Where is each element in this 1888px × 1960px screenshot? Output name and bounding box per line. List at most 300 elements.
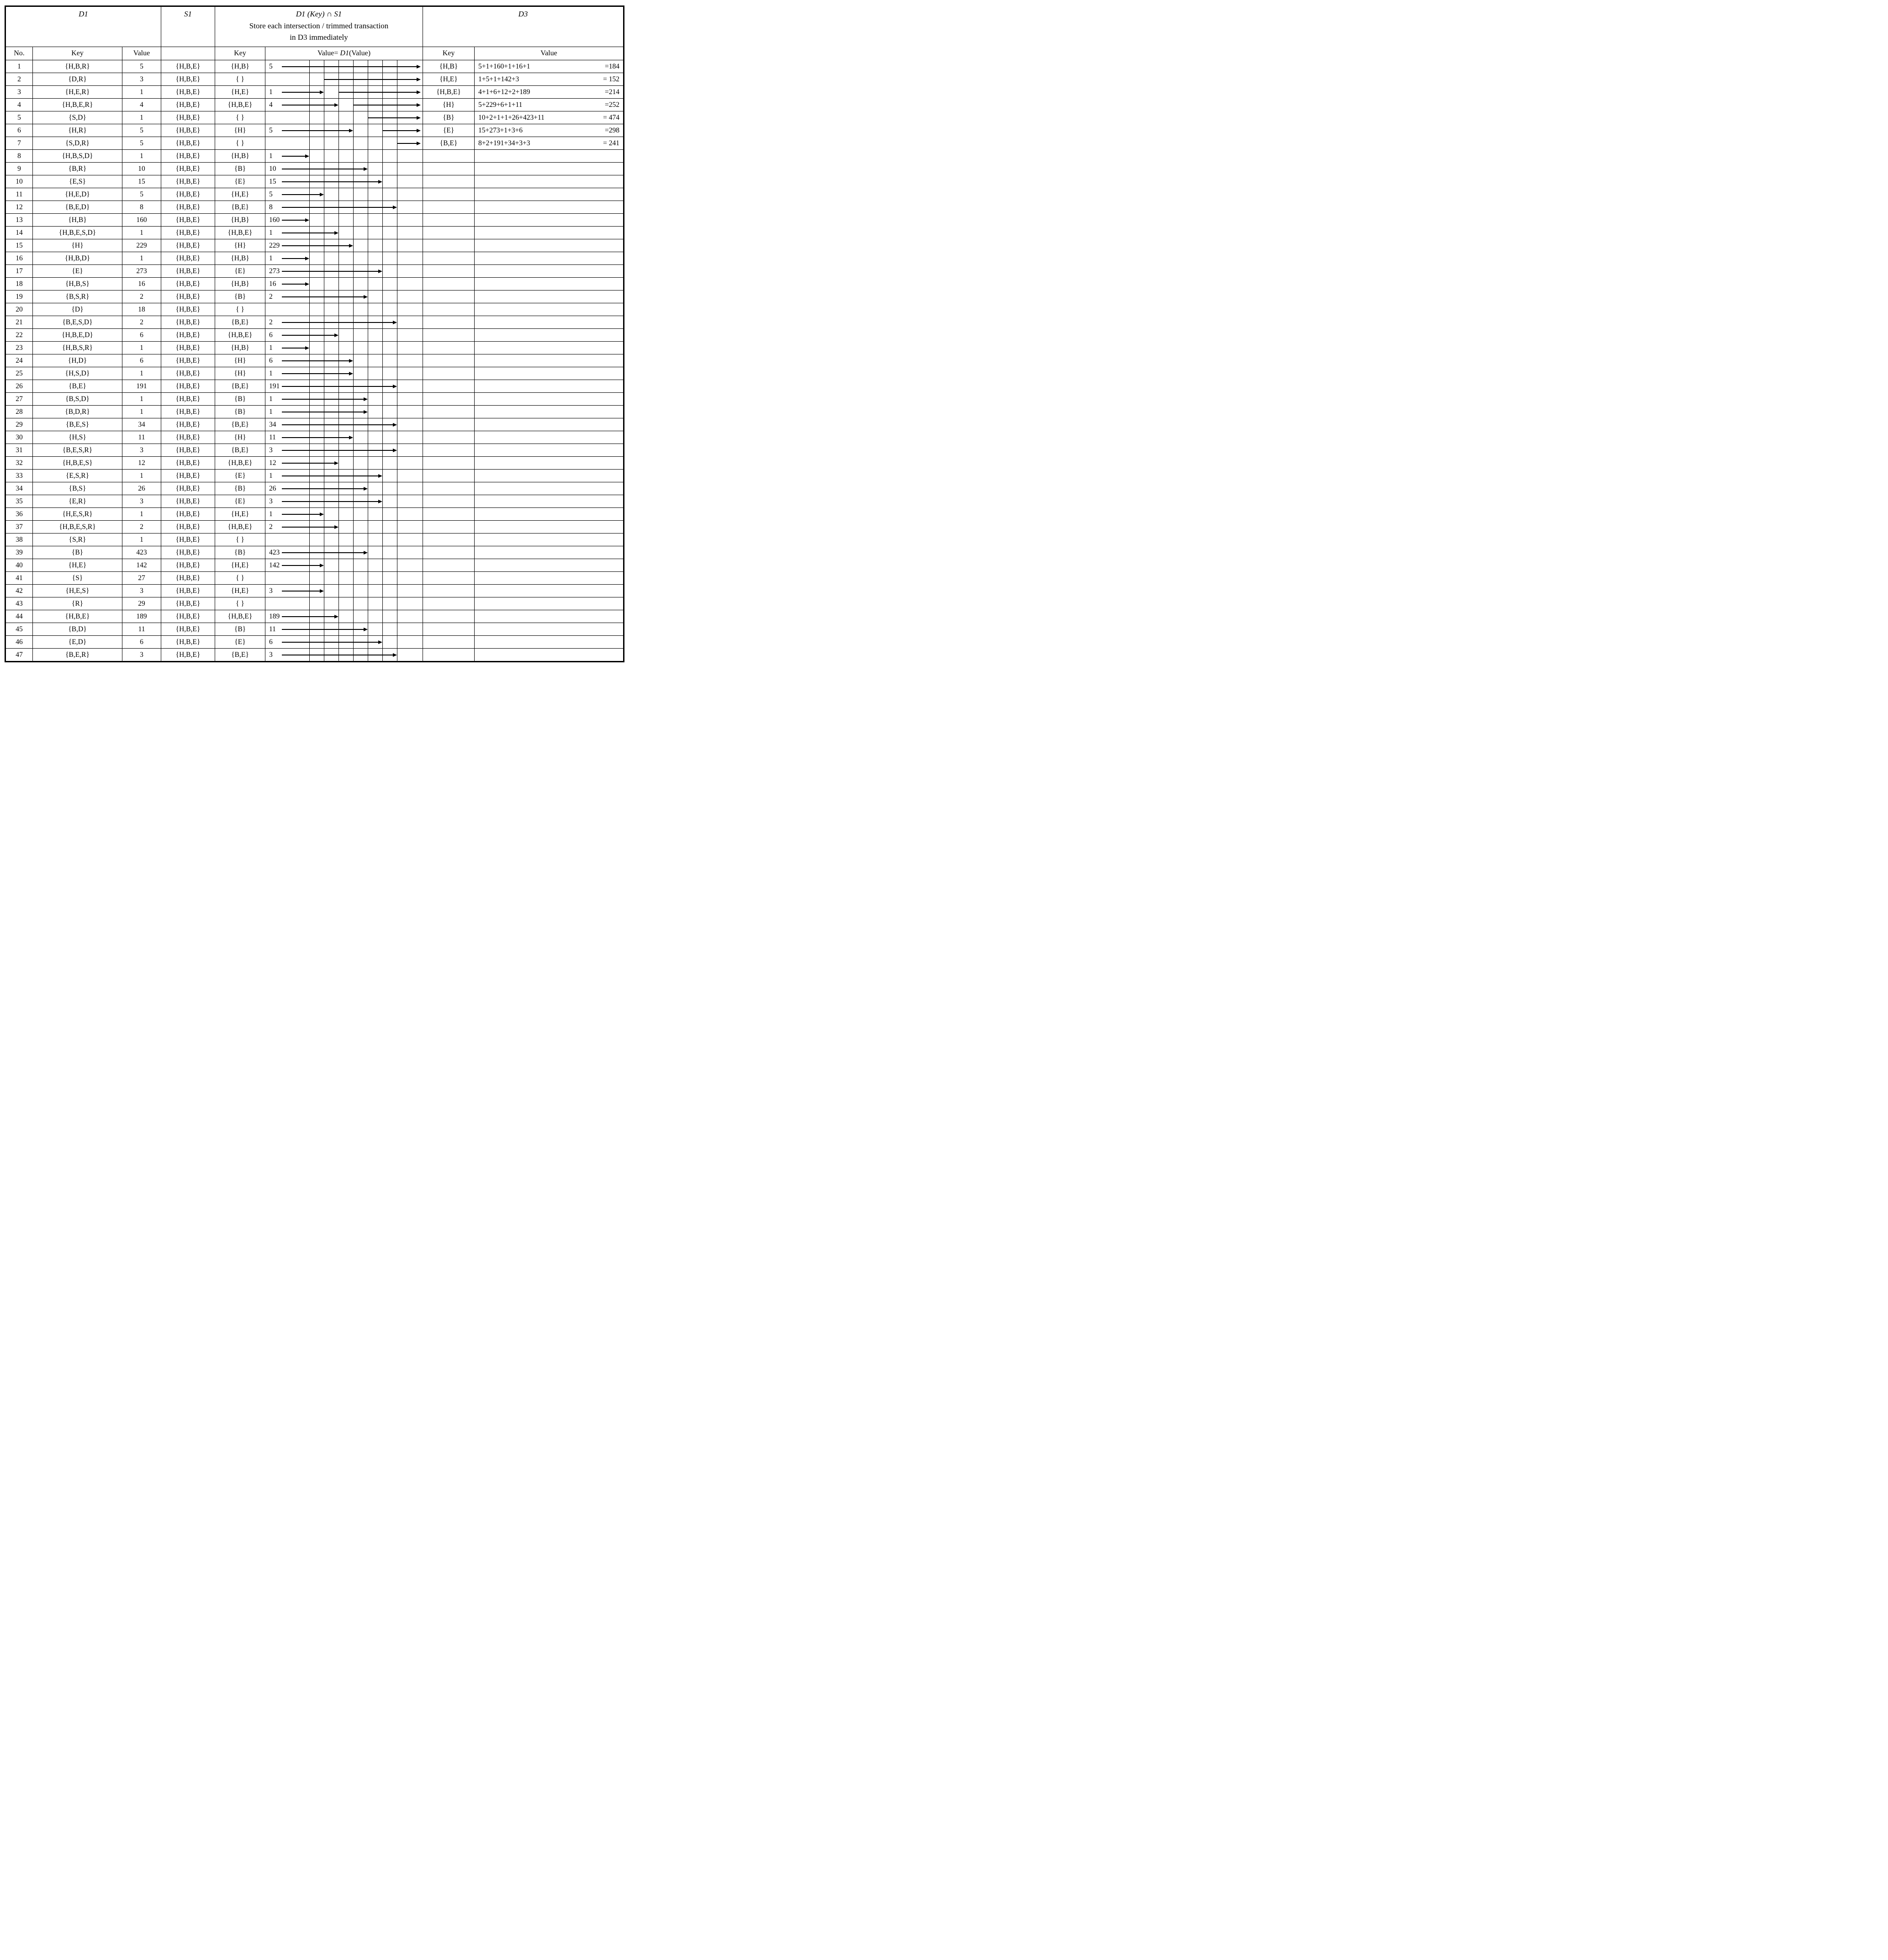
intersection-value-cell [265,585,423,597]
arrow-head-icon [349,129,353,132]
d1-value: 34 [122,418,161,431]
lane-area [265,291,423,303]
row-number: 10 [5,175,33,188]
arrow-line [282,322,394,323]
arrow-line [282,66,418,67]
lane-line [353,457,354,469]
d3-value [475,546,624,559]
lane-line [353,137,354,149]
s1-set: {H,B,E} [161,60,215,73]
intersection-value-cell [265,111,423,124]
lane-line [309,111,310,124]
intersection-key: {B} [215,163,265,175]
d1-value: 11 [122,431,161,444]
d3-value [475,278,624,291]
intersection-value: 8 [269,203,273,211]
d3-value [475,214,624,227]
intersection-title: D1 (Key) ∩ S1 [296,10,342,18]
d3-value [475,73,624,86]
intersection-key: { } [215,597,265,610]
arrow-head-icon [378,474,382,478]
row-number: 37 [5,521,33,534]
intersection-key: {B} [215,291,265,303]
d1-key: {E,R} [33,495,122,508]
d3-key [423,239,475,252]
d3-key [423,329,475,342]
d1-key: {B,E,S,R} [33,444,122,457]
d1-value: 3 [122,73,161,86]
intersection-value-cell [265,239,423,252]
d3-sum [478,75,619,84]
lane-area [265,546,423,559]
row-number: 17 [5,265,33,278]
table-row [5,150,624,163]
arrow-head-icon [320,193,324,196]
intersection-value-cell [265,521,423,534]
lane-area [265,73,423,85]
lane-line [353,572,354,584]
s1-set: {H,B,E} [161,393,215,406]
d1-key: {S,D} [33,111,122,124]
intersection-value-cell [265,201,423,214]
d1-value: 1 [122,111,161,124]
d3-value [475,137,624,150]
arrow-line [282,488,365,489]
d1-value: 26 [122,482,161,495]
lane-area [265,303,423,316]
s1-set: {H,B,E} [161,636,215,649]
lane-line [338,137,339,149]
lane-line [382,239,383,252]
row-number: 13 [5,214,33,227]
lane-area [265,431,423,444]
lane-line [382,482,383,495]
table-row [5,175,624,188]
lane-line [353,342,354,354]
d3-value [475,86,624,99]
s1-set: {H,B,E} [161,239,215,252]
table-row [5,457,624,470]
d3-key [423,393,475,406]
s1-set: {H,B,E} [161,214,215,227]
d1-key: {E,S} [33,175,122,188]
table-row [5,418,624,431]
lane-area [265,214,423,226]
col-header-d3-value: Value [475,47,624,60]
intersection-section-header [215,6,423,47]
arrow-head-icon [393,206,397,209]
intersection-value: 5 [269,62,273,70]
intersection-value: 1 [269,407,273,416]
arrow-line [282,373,350,374]
arrow-line [353,105,418,106]
lane-line [382,175,383,188]
intersection-value: 6 [269,356,273,365]
table-row [5,444,624,457]
d1-key: {H,E,S,R} [33,508,122,521]
lane-line [353,610,354,623]
table-row [5,585,624,597]
d1-key: {E} [33,265,122,278]
d3-total: = 241 [603,139,620,147]
lane-area [265,470,423,482]
d1-value: 1 [122,367,161,380]
d3-value [475,431,624,444]
arrow-head-icon [417,142,421,145]
intersection-value: 5 [269,190,273,198]
intersection-value-cell [265,86,423,99]
lane-line [382,265,383,277]
lane-line [338,214,339,226]
lane-area [265,86,423,98]
d3-key [423,585,475,597]
ivalue-header-d1: D1 [340,49,349,57]
table-row [5,354,624,367]
d1-key: {H,B,E,S,D} [33,227,122,239]
lane-line [353,124,354,137]
intersection-value-cell [265,291,423,303]
d1-value: 3 [122,495,161,508]
arrow-line [282,475,379,476]
intersection-value: 1 [269,395,273,403]
d3-value [475,406,624,418]
row-number: 35 [5,495,33,508]
lane-line [338,585,339,597]
intersection-value-cell [265,354,423,367]
d3-total: = 474 [603,113,620,122]
lane-line [338,252,339,264]
lane-line [382,559,383,571]
d3-key [423,597,475,610]
d3-key [423,278,475,291]
arrow-head-icon [417,90,421,94]
d3-value [475,418,624,431]
d3-value [475,623,624,636]
intersection-value: 191 [269,382,280,390]
intersection-value-cell [265,482,423,495]
intersection-value: 189 [269,612,280,620]
lane-area [265,227,423,239]
table-row [5,546,624,559]
lane-line [353,521,354,533]
lane-line [382,342,383,354]
intersection-value: 2 [269,523,273,531]
d3-value [475,597,624,610]
intersection-value: 15 [269,177,276,185]
lane-area [265,111,423,124]
arrow-head-icon [378,180,382,184]
lane-line [382,291,383,303]
row-number: 26 [5,380,33,393]
d1-key: {H,B,E,S} [33,457,122,470]
d1-value: 2 [122,521,161,534]
d3-value [475,291,624,303]
d1-key: {H,B,D} [33,252,122,265]
lane-line [353,239,354,252]
row-number: 24 [5,354,33,367]
d1-value: 3 [122,444,161,457]
lane-area [265,137,423,149]
arrow-head-icon [334,461,338,465]
lane-area [265,444,423,456]
d3-value [475,252,624,265]
intersection-key: { } [215,303,265,316]
d3-value [475,508,624,521]
arrow-head-icon [334,615,338,618]
table-row [5,137,624,150]
table-row [5,495,624,508]
s1-set: {H,B,E} [161,367,215,380]
d1-value: 27 [122,572,161,585]
table-row [5,636,624,649]
intersection-value: 160 [269,216,280,224]
arrow-line [324,79,418,80]
arrow-head-icon [305,346,309,350]
lane-line [338,457,339,469]
lane-area [265,278,423,290]
s1-set: {H,B,E} [161,354,215,367]
arrow-line [282,207,394,208]
intersection-value-cell [265,610,423,623]
col-header-d1-key: Key [33,47,122,60]
d3-value [475,265,624,278]
intersection-value-cell [265,546,423,559]
arrow-head-icon [364,295,368,299]
intersection-key: {B} [215,406,265,418]
arrow-head-icon [305,257,309,260]
col-header-intersection-key: Key [215,47,265,60]
d1-key: {S,R} [33,534,122,546]
d3-value [475,470,624,482]
intersection-value-cell [265,124,423,137]
intersection-key: {H,B,E} [215,329,265,342]
arrow-head-icon [417,103,421,107]
table-row [5,163,624,175]
d1-key: {S} [33,572,122,585]
intersection-value-cell [265,163,423,175]
d1-value: 11 [122,623,161,636]
d3-value [475,559,624,572]
arrow-head-icon [364,167,368,171]
d1-key: {B,E,S,D} [33,316,122,329]
intersection-key: {B,E} [215,444,265,457]
d1-value: 1 [122,86,161,99]
d1-section-header: D1 [5,6,161,47]
arrow-line [282,591,321,592]
d1-value: 1 [122,252,161,265]
arrow-head-icon [378,640,382,644]
arrow-head-icon [349,372,353,375]
d1-value: 1 [122,227,161,239]
intersection-key: {H,E} [215,86,265,99]
row-number: 32 [5,457,33,470]
lane-line [382,188,383,201]
s1-set: {H,B,E} [161,572,215,585]
lane-area [265,163,423,175]
lane-line [382,406,383,418]
d1-key: {H,R} [33,124,122,137]
lane-area [265,418,423,431]
col-header-d3-key: Key [423,47,475,60]
intersection-key: {B} [215,623,265,636]
table-row [5,393,624,406]
arrow-head-icon [378,500,382,503]
lane-line [382,585,383,597]
d1-key: {H,E,R} [33,86,122,99]
col-header-s1-empty [161,47,215,60]
intersection-key: { } [215,73,265,86]
d3-key [423,457,475,470]
intersection-key: {H,B,E} [215,457,265,470]
intersection-value: 2 [269,292,273,301]
intersection-value-cell [265,188,423,201]
intersection-value: 1 [269,88,273,96]
lane-area [265,329,423,341]
d1-key: {D} [33,303,122,316]
d3-key [423,444,475,457]
arrow-line [282,284,306,285]
d1-value: 2 [122,291,161,303]
lane-line [309,303,310,316]
intersection-key: {H,B} [215,278,265,291]
intersection-value: 423 [269,548,280,556]
d3-value [475,380,624,393]
d1-key: {H,S,D} [33,367,122,380]
d3-sum-expression: 5+1+160+1+16+1 [478,62,530,70]
table-row [5,278,624,291]
lane-line [338,278,339,290]
arrow-head-icon [364,551,368,555]
d3-key: {H,E} [423,73,475,86]
row-number: 29 [5,418,33,431]
d3-value [475,534,624,546]
lane-line [338,572,339,584]
table-row [5,367,624,380]
arrow-head-icon [393,653,397,657]
d1-key: {H,B,E} [33,610,122,623]
lane-line [382,163,383,175]
lane-line [309,214,310,226]
lane-line [338,150,339,162]
lane-line [338,303,339,316]
arrow-line [282,514,321,515]
row-number: 31 [5,444,33,457]
intersection-value-cell [265,329,423,342]
d3-key [423,265,475,278]
arrow-line [282,437,350,438]
row-number: 3 [5,86,33,99]
d3-section-header: D3 [423,6,624,47]
row-number: 34 [5,482,33,495]
lane-area [265,597,423,610]
d1-key: {B} [33,546,122,559]
lane-line [382,329,383,341]
arrow-line [282,181,379,182]
intersection-value: 2 [269,318,273,326]
d3-sum [478,88,619,96]
lane-area [265,495,423,507]
intersection-key: {B,E} [215,380,265,393]
row-number: 27 [5,393,33,406]
arrow-head-icon [320,512,324,516]
arrow-line [282,130,350,131]
d1-value: 423 [122,546,161,559]
col-header-d1-value: Value [122,47,161,60]
d1-key: {H,E} [33,559,122,572]
s1-set: {H,B,E} [161,291,215,303]
arrow-line [282,399,365,400]
d3-key [423,546,475,559]
intersection-subtitle-line1: Store each intersection / trimmed transaction [249,21,389,30]
lane-line [353,367,354,380]
d1-key: {S,D,R} [33,137,122,150]
d1-value: 6 [122,636,161,649]
lane-line [338,329,339,341]
lane-line [338,610,339,623]
d1-value: 16 [122,278,161,291]
lane-line [382,572,383,584]
d3-value [475,111,624,124]
lane-line [353,585,354,597]
arrow-head-icon [364,487,368,491]
lane-line [338,342,339,354]
intersection-key: {H,B} [215,214,265,227]
arrow-line [282,335,335,336]
table-row [5,534,624,546]
d1-value: 1 [122,508,161,521]
intersection-value: 5 [269,126,273,134]
row-number: 28 [5,406,33,418]
d3-key [423,418,475,431]
row-number: 14 [5,227,33,239]
lane-area [265,99,423,111]
intersection-key: {H} [215,239,265,252]
arrow-head-icon [393,449,397,452]
lane-area [265,201,423,213]
arrow-line [282,92,321,93]
s1-set: {H,B,E} [161,380,215,393]
lane-area [265,406,423,418]
row-number: 7 [5,137,33,150]
intersection-key: {H} [215,124,265,137]
s1-set: {H,B,E} [161,99,215,111]
arrow-head-icon [417,116,421,120]
d3-key [423,354,475,367]
intersection-value: 1 [269,343,273,352]
d1-key: {E,D} [33,636,122,649]
lane-line [309,278,310,290]
lane-line [338,99,339,111]
intersection-value-cell [265,597,423,610]
d1-value: 1 [122,393,161,406]
s1-set: {H,B,E} [161,495,215,508]
arrow-line [382,130,418,131]
s1-set: {H,B,E} [161,431,215,444]
d1-value: 4 [122,99,161,111]
intersection-value: 16 [269,280,276,288]
lane-area [265,124,423,137]
d1-key: {E,S,R} [33,470,122,482]
d1-key: {R} [33,597,122,610]
row-number: 23 [5,342,33,354]
table-row [5,649,624,662]
d1-value: 8 [122,201,161,214]
intersection-key: { } [215,111,265,124]
d1-key: {B,R} [33,163,122,175]
lane-line [338,227,339,239]
intersection-key: { } [215,137,265,150]
d3-key: {B} [423,111,475,124]
